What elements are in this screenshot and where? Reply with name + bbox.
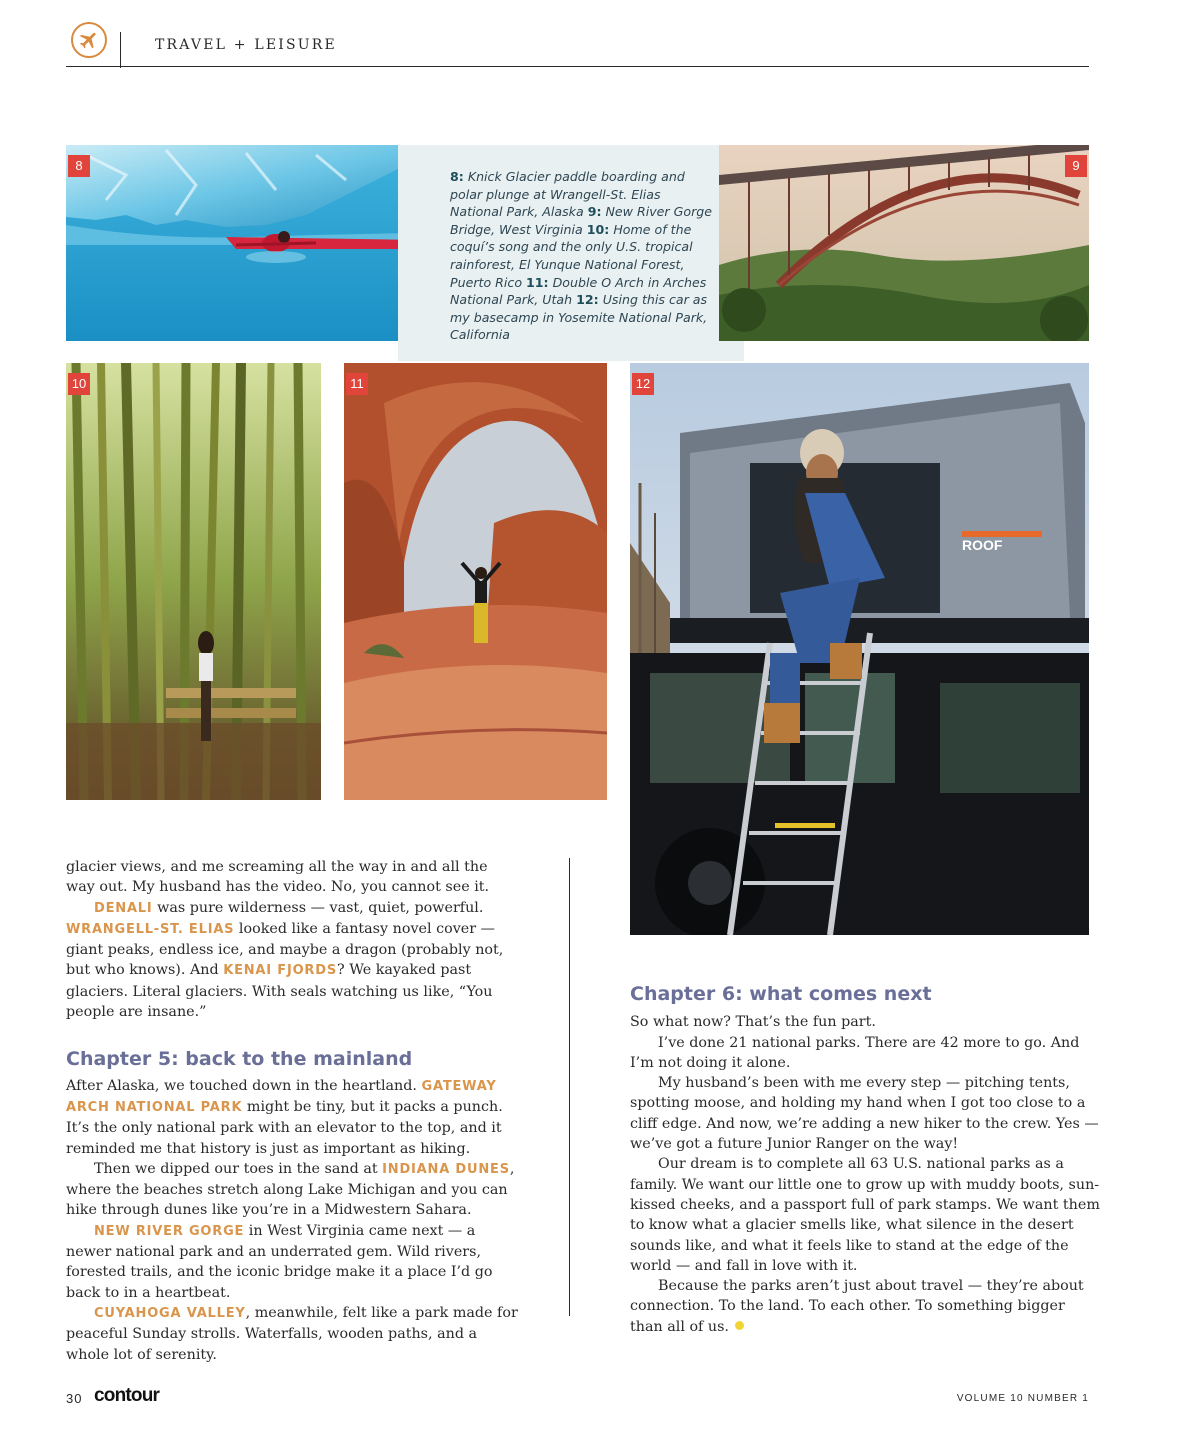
photo-bridge [719, 145, 1089, 341]
chapter-heading: Chapter 5: back to the mainland [66, 1048, 413, 1071]
park-name: NEW RIVER GORGE [94, 1223, 245, 1239]
paragraph: After Alaska, we touched down in the heartland. GATEWAY ARCH NATIONAL PARK might be tiny, but it packs a punch. It’s the only national park with an elevator to the top, and it reminded me that history is just as important as hiking. [66, 1077, 503, 1157]
photo-car-roof-tent [630, 363, 1089, 935]
paragraph: DENALI was pure wilderness — vast, quiet, powerful. [94, 899, 484, 916]
section-title: TRAVEL + LEISURE [155, 37, 337, 53]
tent-brand-logo: ROOF [962, 537, 1003, 553]
paragraph: My husband’s been with me every step — pitching tents, spotting moose, and holding my hand when I got too close to a cliff edge. And now, we’re adding a new hiker to the crew. Yes — we’ve got a future Junior Ranger on the way! [630, 1075, 1099, 1153]
header-divider [120, 32, 121, 68]
park-name: DENALI [94, 900, 153, 916]
paragraph: glacier views, and me screaming all the way in and all the way out. My husband has the video. No, you cannot see it. [66, 859, 490, 896]
park-name: KENAI FJORDS [223, 963, 337, 979]
photo-number-badge: 11 [346, 373, 368, 395]
page-number: 30 [66, 1391, 83, 1406]
right-column [630, 984, 1100, 1337]
paragraph: So what now? That’s the fun part. [630, 1014, 876, 1031]
paragraph: Then we dipped our toes in the sand at INDIANA DUNES, where the beaches stretch along Lake Michigan and you can hike through dunes like you’re in a Midwestern Sahara. [66, 1160, 515, 1219]
paragraph: NEW RIVER GORGE in West Virginia came next — a newer national park and an underrated gem. Wild rivers, forested trails, and the iconic bridge make it a place I’d go back to in a heartbeat. [66, 1222, 493, 1301]
paragraph: Because the parks aren’t just about travel — they’re about connection. To the land. To each other. To something bigger than all of us. [630, 1278, 1084, 1335]
photo-caption: 8: Knick Glacier paddle boarding and polar plunge at Wrangell-St. Elias National Park, Alaska 9: New River Gorge Bridge, West Virginia 10: Home of the coquí’s song and the only U.S. tropical rainforest, El Yunque National Forest, Puerto Rico 11: Double O Arch in Arches National Park, Utah 12: Using this car as my basecamp in Yosemite National Park, California [450, 169, 712, 343]
end-mark-icon [735, 1321, 744, 1330]
park-name: WRANGELL-ST. ELIAS [66, 921, 235, 937]
paragraph: I’ve done 21 national parks. There are 42 more to go. And I’m not doing it alone. [630, 1034, 1080, 1071]
park-name: GATEWAY ARCH NATIONAL PARK [66, 1078, 497, 1115]
paragraph: WRANGELL-ST. ELIAS looked like a fantasy novel cover — giant peaks, endless ice, and maybe a dragon (probably not, but who knows). And KENAI FJORDS? We kayaked past glaciers. Literal glaciers. With seals watching us like, “You people are insane.” [66, 920, 504, 1021]
left-column [66, 857, 518, 1365]
header-rule [66, 66, 1089, 67]
photo-glacier [66, 145, 425, 341]
photo-bamboo-forest [66, 363, 321, 800]
photo-number-badge: 8 [68, 155, 90, 177]
park-name: INDIANA DUNES [382, 1161, 510, 1177]
photo-number-badge: 9 [1065, 155, 1087, 177]
airplane-icon [71, 22, 107, 58]
photo-number-badge: 12 [632, 373, 654, 395]
column-divider [569, 858, 570, 1316]
volume-info: VOLUME 10 NUMBER 1 [956, 1393, 1089, 1404]
photo-double-arch [344, 363, 607, 800]
magazine-logo: contour [94, 1385, 160, 1406]
park-name: CUYAHOGA VALLEY [94, 1305, 246, 1321]
chapter-heading: Chapter 6: what comes next [630, 983, 932, 1005]
paragraph: Our dream is to complete all 63 U.S. national parks as a family. We want our little one to grow up with muddy boots, sun-kissed cheeks, and a passport full of park stamps. We want them to know what a glacier smells like, what silence in the desert sounds like, and what it feels like to stand at the edge of the world — and fall in love with it. [630, 1156, 1100, 1274]
photo-number-badge: 10 [68, 373, 90, 395]
paragraph: CUYAHOGA VALLEY, meanwhile, felt like a park made for peaceful Sunday strolls. Waterfalls, wooden paths, and a whole lot of serenity. [66, 1304, 518, 1363]
